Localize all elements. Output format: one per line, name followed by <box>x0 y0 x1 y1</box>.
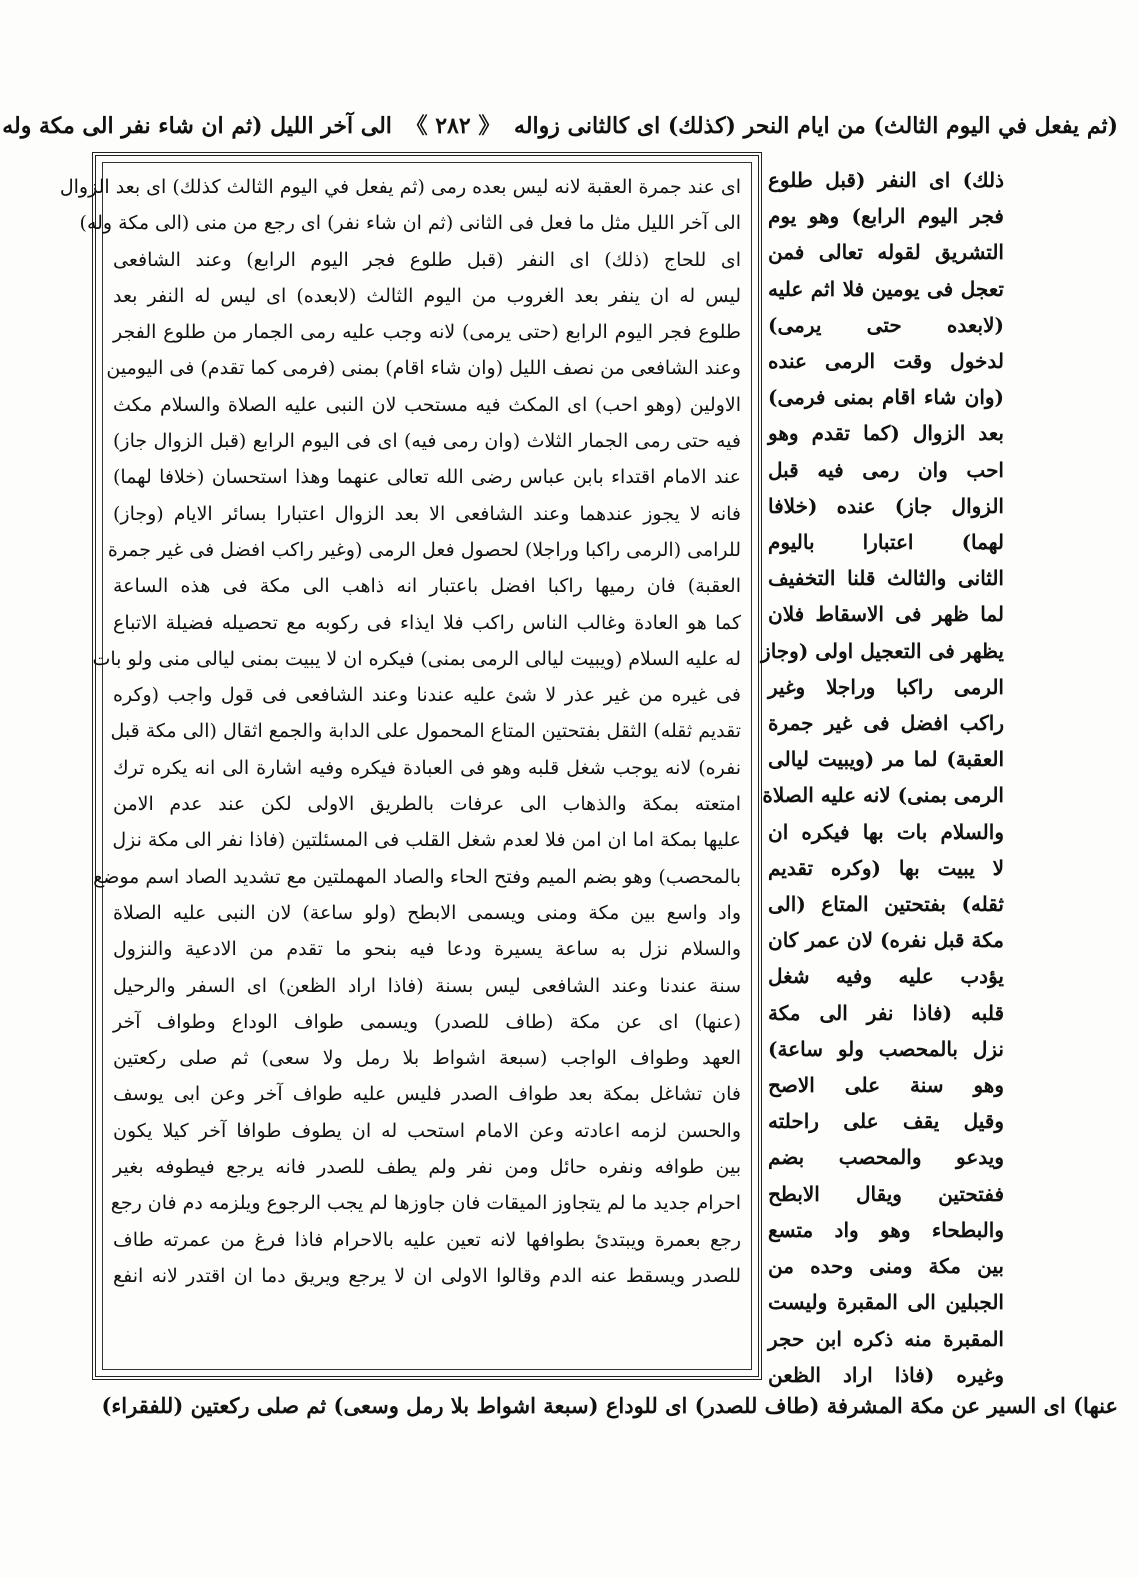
side-text-line: راكب افضل فى غير جمرة <box>768 711 1004 736</box>
side-text-line: ويدعو والمحصب بضم <box>768 1145 1004 1170</box>
main-text-line: العهد وطواف الواجب (سبعة اشواط بلا رمل ولا سعى) ثم صلى ركعتين <box>113 1047 741 1070</box>
side-text-line: والبطحاء وهو واد متسع <box>768 1217 1004 1242</box>
main-text-line: عند الامام اقتداء بابن عباس رضى الله تعالى عنهما وهذا استحسان (خلافا لهما) <box>113 466 741 489</box>
side-text-line: وهو سنة على الاصح <box>768 1073 1004 1098</box>
main-text-line: سنة عندنا وعند الشافعى ليس بسنة (فاذا اراد الظعن) اى السفر والرحيل <box>113 974 741 997</box>
main-text-line: طلوع فجر اليوم الرابع (حتى يرمى) لانه وجب عليه رمى الجمار من طلوع الفجر <box>113 321 741 344</box>
main-text-line: اى للحاج (ذلك) اى النفر (قبل طلوع فجر اليوم الرابع) وعند الشافعى <box>113 248 741 271</box>
main-text-line: والحسن لزمه اعادته وعن الامام استحب له ان يطوف طوافا آخر كيلا يكون <box>113 1119 741 1142</box>
side-text-line: لما ظهر فى الاسقاط فلان <box>768 602 1004 627</box>
main-text-line: الاولين (وهو احب) اى المكث فيه مستحب لان النبى عليه الصلاة والسلام مكث <box>113 393 741 416</box>
side-text-line: لا يبيت بها (وكره تقديم <box>768 855 1004 880</box>
main-text-line: فيه حتى رمى الجمار الثلاث (وان رمى فيه) اى فى اليوم الرابع (قبل الزوال جاز) <box>113 430 741 453</box>
side-text-line: لهما) اعتبارا باليوم <box>768 530 1004 555</box>
main-text-line: للرامى (الرمى راكبا وراجلا) لحصول فعل الرمى (وغير راكب افضل فى غير جمرة <box>107 538 741 561</box>
side-text-line: ذلك) اى النفر (قبل طلوع <box>768 168 1004 192</box>
side-text-line: تعجل فى يومين فلا اثم عليه <box>768 276 1004 301</box>
side-text-line: التشريق لقوله تعالى فمن <box>768 240 1004 265</box>
side-text-line: احب وان رمى فيه قبل <box>768 457 1004 482</box>
main-text-line: بين طوافه ونفره حائل ومن نفر ولم يطف للصدر فانه يرجع فيطوفه بغير <box>113 1156 741 1179</box>
side-text-line: (وان شاء اقام بمنى فرمى) <box>768 385 1004 410</box>
main-text-line: احرام جديد ما لم يتجاوز الميقات فان جاوزها لم يجب الرجوع ويلزمه دم فان رجع <box>110 1192 741 1215</box>
main-text-line: للصدر ويسقط عنه الدم وقالوا الاولى ان لا يرجع ويريق دما ان اقتدر لانه انفع <box>113 1264 741 1287</box>
side-text-line: يؤدب عليه وفيه شغل <box>768 964 1004 989</box>
header-left-text: الى آخر الليل (ثم ان شاء نفر الى مكة وله <box>2 113 392 139</box>
main-text-line: فانه لا يجوز عندهما وعند الشافعى الا بعد الزوال اعتبارا بسائر الايام (وجاز) <box>113 502 741 525</box>
main-text-line: رجع بعمرة ويبتدئ بطوافها لانه تعين عليه بالاحرام فاذا فرغ من عمرته طاف <box>113 1228 741 1251</box>
main-text-line: كما هو العادة وغالب الناس راكب فلا ايذاء فى ركوبه مع تحصيله فضيلة الاتباع <box>113 611 741 634</box>
page-number: 《 ۲۸۲ 》 <box>405 113 501 139</box>
margin-gloss-column <box>761 162 1004 1387</box>
main-text-line: امتعته بمكة والذهاب الى عرفات بالطريق الاولى لكن عند عدم الامن <box>113 793 741 816</box>
main-text-line: والسلام نزل به ساعة يسيرة ودعا فيه بنحو ما تقدم من الادعية والنزول <box>113 938 741 961</box>
side-text-line: قلبه (فاذا نفر الى مكة <box>768 1000 1004 1025</box>
side-text-line: وقيل يقف على راحلته <box>768 1109 1004 1134</box>
main-text-line: تقديم ثقله) الثقل بفتحتين المتاع المحمول على الدابة والجمع اثقال (الى مكة قبل <box>110 720 741 743</box>
side-text-line: الثانى والثالث قلنا التخفيف <box>768 566 1004 591</box>
side-text-line: نزل بالمحصب ولو ساعة) <box>768 1036 1004 1061</box>
main-text-line: الى آخر الليل مثل ما فعل فى الثانى (ثم ان شاء نفر) اى رجع من منى (الى مكة وله) <box>79 212 741 235</box>
main-text-line: نفره) لانه يوجب شغل قلبه وهو فى العبادة فيكره وفيه اشارة الى انه يكره ترك <box>113 756 741 779</box>
footer-continuation-line: عنها) اى السير عن مكة المشرفة (طاف للصدر) اى للوداع (سبعة اشواط بلا رمل وسعى) ثم صلى ركعتين (للفقراء) <box>101 1393 1118 1418</box>
side-text-line: يظهر فى التعجيل اولى (وجاز <box>761 638 1004 663</box>
header-right-text: (ثم يفعل في اليوم الثالث) من ايام النحر (كذلك) اى كالثانى زواله <box>514 113 1118 139</box>
main-text-line: واد واسع بين مكة ومنى ويسمى الابطح (ولو ساعة) لان النبى عليه الصلاة <box>113 901 741 924</box>
side-text-line: فجر اليوم الرابع) وهو يوم <box>768 204 1004 229</box>
main-text-line: وعند الشافعى من نصف الليل (وان شاء اقام) بمنى (فرمى كما تقدم) فى اليومين <box>106 357 741 380</box>
main-text-line: عليها بمكة اما ان امن فلا لعدم شغل القلب فى المسئلتين (فاذا نفر الى مكة نزل <box>112 829 741 852</box>
side-text-line: مكة قبل نفره) لان عمر كان <box>768 928 1004 953</box>
side-text-line: بين مكة ومنى وحده من <box>768 1254 1004 1279</box>
main-text-line: ليس له ان ينفر بعد الغروب من اليوم الثالث (لابعده) اى ليس له النفر بعد <box>113 284 741 307</box>
side-text-line: العقبة) لما مر (ويبيت ليالى <box>768 747 1004 772</box>
main-text-line: فان تشاغل بمكة بعد طواف الصدر فليس عليه طواف آخر وعن ابى يوسف <box>113 1083 741 1106</box>
commentary-frame <box>59 152 762 1380</box>
side-text-line: بعد الزوال (كما تقدم وهو <box>768 421 1004 446</box>
side-text-line: (لابعده حتى يرمى) <box>768 312 1004 337</box>
side-text-line: والسلام بات بها فيكره ان <box>768 819 1004 844</box>
side-text-line: الرمى بمنى) لانه عليه الصلاة <box>762 783 1004 808</box>
side-text-line: ففتحتين ويقال الابطح <box>768 1181 1004 1206</box>
side-text-line: الزوال جاز) عنده (خلافا <box>768 493 1004 518</box>
side-text-line: المقبرة منه ذكره ابن حجر <box>768 1326 1004 1351</box>
running-header <box>2 104 1118 148</box>
side-text-line: الرمى راكبا وراجلا وغير <box>768 674 1004 699</box>
main-text-line: (عنها) اى عن مكة (طاف للصدر) ويسمى طواف الوداع وطواف آخر <box>113 1010 741 1033</box>
main-text-line: العقبة) فان رميها راكبا افضل باعتبار انه ذاهب الى مكة فى هذه الساعة <box>113 575 741 598</box>
side-text-line: الجبلين الى المقبرة وليست <box>768 1290 1004 1315</box>
main-text-line: اى عند جمرة العقبة لانه ليس بعده رمى (ثم يفعل في اليوم الثالث كذلك) اى بعد الزوال <box>59 176 741 198</box>
main-commentary-text <box>59 169 741 1294</box>
side-text-line: ثقله) بفتحتين المتاع (الى <box>768 892 1004 917</box>
main-text-line: بالمحصب) وهو بضم الميم وفتح الحاء والصاد المهملتين مع تشديد الصاد اسم موضع <box>93 865 741 888</box>
main-text-line: فى غيره من غير عذر لا شئ عليه عندنا وعند الشافعى فى قول واجب (وكره <box>113 684 741 707</box>
main-text-line: له عليه السلام (ويبيت ليالى الرمى بمنى) فيكره ان لا يبيت بمنى ليالى منى ولو بات <box>92 647 741 670</box>
side-text-line: وغيره (فاذا اراد الظعن <box>768 1362 1004 1387</box>
commentary-frame-inner <box>59 162 752 1370</box>
side-text-line: لدخول وقت الرمى عنده <box>768 349 1004 374</box>
